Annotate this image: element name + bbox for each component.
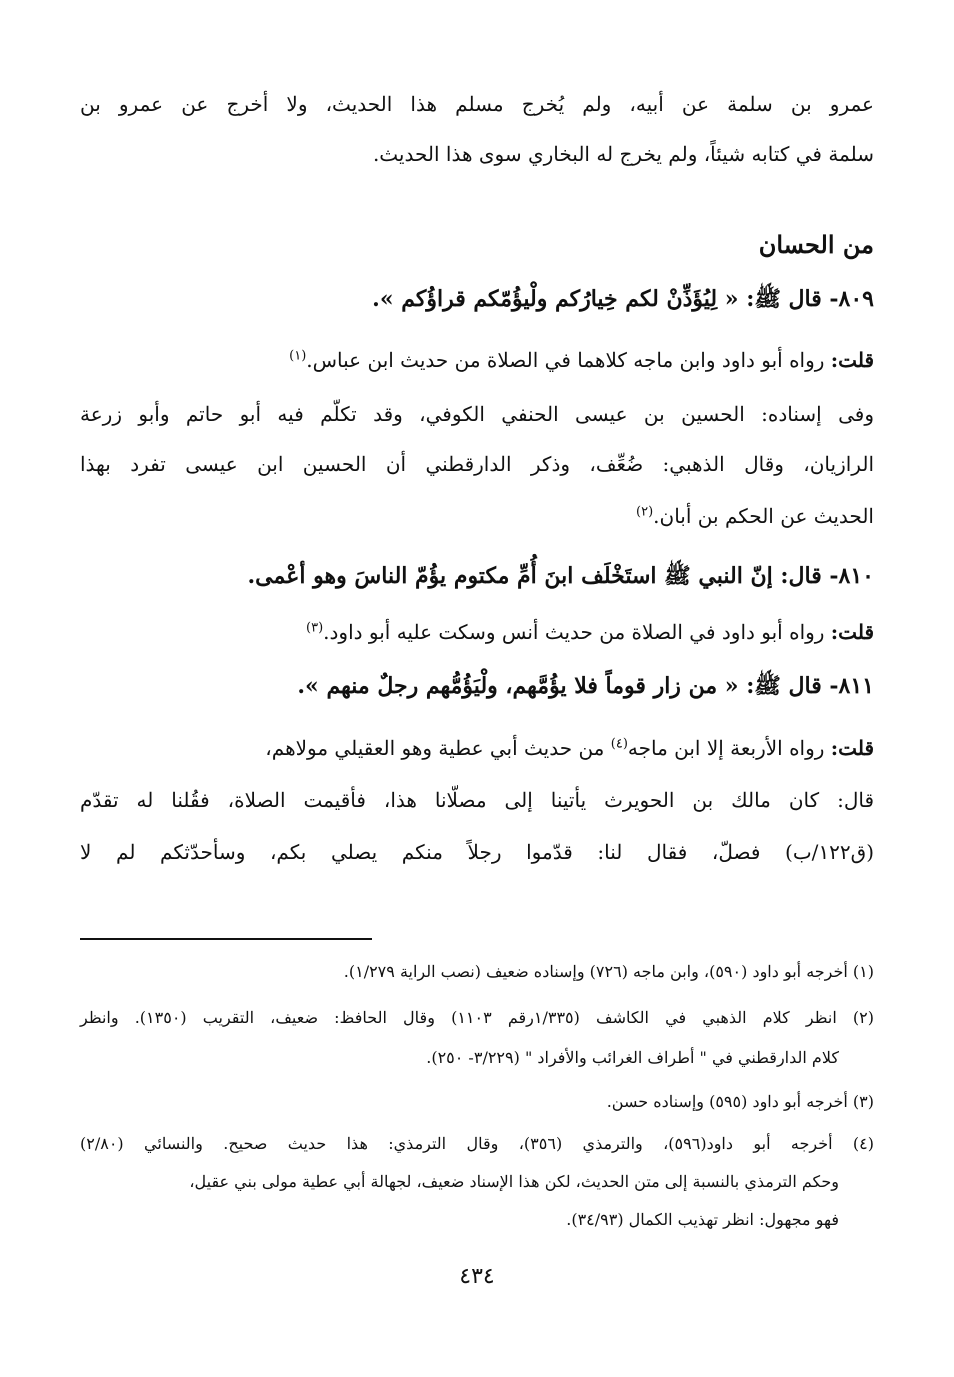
commentary-text: رواه الأربعة إلا ابن ماجه	[627, 736, 825, 760]
footnote-ref: (١)	[289, 348, 307, 364]
footnote-4-cont: فهو مجهول: انظر تهذيب الكمال (٣٤/٩٣).	[566, 1210, 839, 1229]
body-line: (ق١٢٢/ب) فصلّ، فقال لنا: قدّموا رجلاً منكم يصلي بكم، وسأحدّثكم لم لا	[80, 840, 874, 864]
hadith-810: ٨١٠- قال: إنّ النبي ﷺ استَخْلَف ابنَ أُمِّ مكتوم يؤُمّ الناسَ وهو أعْمى.	[247, 563, 874, 589]
commentary-809	[80, 348, 874, 372]
footnote-1: (١) أخرجه أبو داود (٥٩٠)، وابن ماجه (٧٢٦) وإسناده ضعيف (نصب الراية ١/٢٧٩).	[343, 962, 874, 981]
footnote-2-cont: كلام الدارقطني في " أطراف الغرائب والأفراد " (٣/٢٢٩- ٢٥٠).	[426, 1048, 839, 1067]
page-number: ٤٣٤	[459, 1264, 495, 1289]
footnote-ref: (٤)	[610, 736, 628, 752]
commentary-810	[80, 620, 874, 644]
qult-label: قلت:	[830, 736, 874, 760]
hadith-809: ٨٠٩- قال ﷺ: « لِيُؤَذِّنْ لكم خِيارُكم ولْيؤُمّكم قراؤُكم ».	[372, 286, 874, 312]
footnote-ref: (٢)	[636, 504, 654, 520]
body-line: وفى إسناده: الحسين بن عيسى الحنفي الكوفي، وقد تكلّم فيه أبو حاتم وأبو زرعة	[80, 402, 874, 426]
hadith-811: ٨١١- قال ﷺ: « من زار قوماً فلا يؤُمَّهم، ولْيَؤُمُّهم رجلٌ منهم ».	[297, 673, 874, 699]
body-text: الحديث عن الحكم بن أبان.	[653, 504, 874, 528]
qult-label: قلت:	[830, 348, 874, 372]
body-line: عمرو بن سلمة عن أبيه، ولم يُخرج مسلم هذا الحديث، ولا أخرج عن عمرو بن	[80, 92, 874, 116]
body-line	[80, 504, 874, 528]
commentary-text: من حديث أبي عطية وهو العقيلي مولاهم،	[265, 736, 605, 760]
section-title: من الحسان	[758, 230, 874, 259]
footnote-4: (٤) أخرجه أبو داود(٥٩٦)، والترمذي (٣٥٦)، وقال الترمذي: هذا حديث صحيح. والنسائي (٢/٨٠)	[80, 1134, 875, 1153]
qult-label: قلت:	[830, 620, 874, 644]
footnote-divider	[80, 938, 372, 940]
footnote-2: (٢) انظر كلام الذهبي في الكاشف (١/٣٣٥رقم ١١٠٣) وقال الحافظ: ضعيف، التقريب (١٣٥٠). وانظر	[80, 1008, 874, 1027]
footnote-ref: (٣)	[306, 620, 324, 636]
body-line: الرازيان، وقال الذهبي: ضُعِّف، وذكر الدارقطني أن الحسين ابن عيسى تفرد بهذا	[80, 452, 874, 476]
commentary-text: رواه أبو داود في الصلاة من حديث أنس وسكت عليه أبو داود.	[323, 620, 825, 644]
commentary-text: رواه أبو داود وابن ماجه كلاهما في الصلاة من حديث ابن عباس.	[306, 348, 825, 372]
body-line: قال: كان مالك بن الحويرث يأتينا إلى مصلّانا هذا، فأقيمت الصلاة، فقُلنا له تقدّم	[80, 788, 874, 812]
body-line: سلمة في كتابه شيئاً، ولم يخرج له البخاري سوى هذا الحديث.	[372, 142, 874, 166]
footnote-3: (٣) أخرجه أبو داود (٥٩٥) وإسناده حسن.	[606, 1092, 874, 1111]
footnote-4-cont: وحكم الترمذي بالنسبة إلى متن الحديث، لكن هذا الإسناد ضعيف، لجهالة أبي عطية مولى بني عقيل،	[189, 1172, 839, 1191]
commentary-811	[80, 736, 874, 760]
